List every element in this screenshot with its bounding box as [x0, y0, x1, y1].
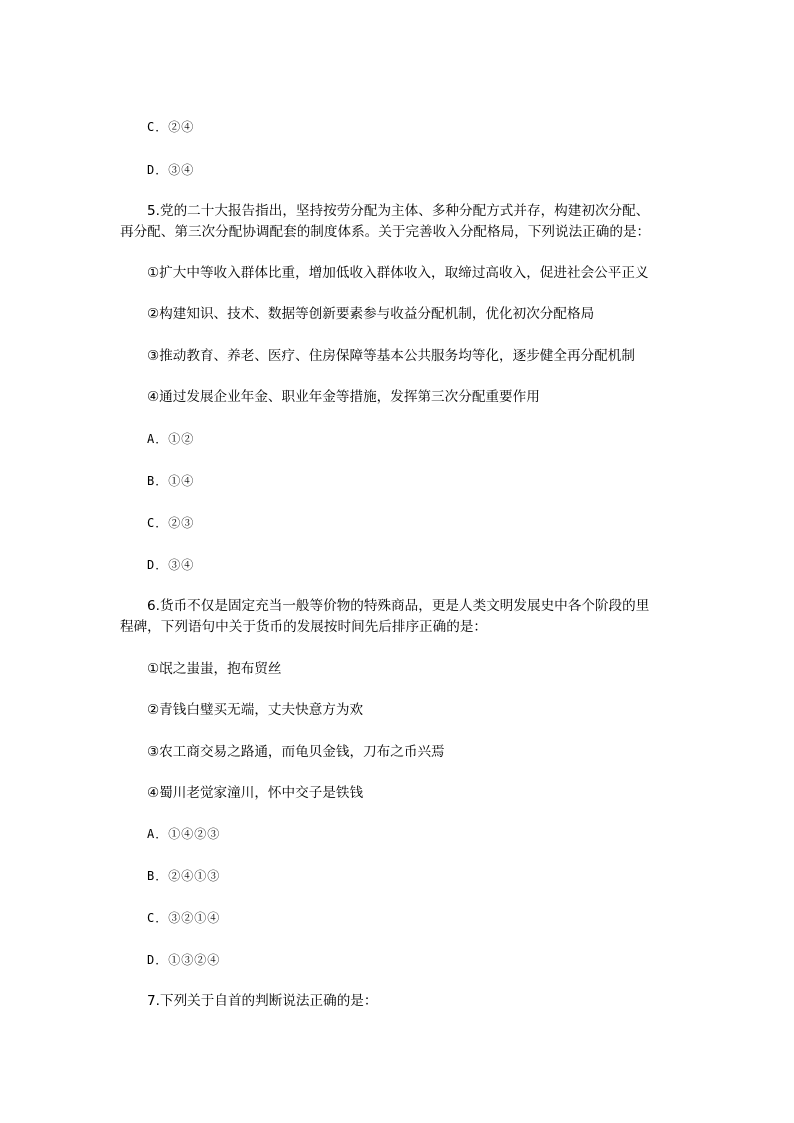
- prev-option-c: C．②④: [147, 120, 195, 134]
- q5-item-1: ①扩大中等收入群体比重，增加低收入群体收入，取缔过高收入，促进社会公平正义: [147, 265, 649, 281]
- q5-item-3: ③推动教育、养老、医疗、住房保障等基本公共服务均等化，逐步健全再分配机制: [147, 348, 635, 364]
- q5-stem-line1: 5.党的二十大报告指出，坚持按劳分配为主体、多种分配方式并存，构建初次分配、: [147, 203, 650, 219]
- q5-option-c: C．②③: [147, 516, 195, 530]
- q6-stem-line1: 6.货币不仅是固定充当一般等价物的特殊商品，更是人类文明发展史中各个阶段的里: [147, 598, 650, 614]
- q6-option-d: D．①③②④: [147, 953, 221, 967]
- q6-option-b: B．②④①③: [147, 869, 221, 883]
- q6-option-c: C．③②①④: [147, 911, 221, 925]
- q5-stem-line2: 再分配、第三次分配协调配套的制度体系。关于完善收入分配格局，下列说法正确的是：: [120, 224, 651, 240]
- q5-option-a: A．①②: [147, 432, 195, 446]
- q7-stem: 7.下列关于自首的判断说法正确的是：: [147, 993, 378, 1009]
- q6-option-a: A．①④②③: [147, 827, 221, 841]
- q5-item-2: ②构建知识、技术、数据等创新要素参与收益分配机制，优化初次分配格局: [147, 306, 595, 322]
- q6-item-1: ①氓之蚩蚩，抱布贸丝: [147, 661, 282, 677]
- q6-stem-line2: 程碑，下列语句中关于货币的发展按时间先后排序正确的是：: [120, 619, 488, 635]
- q5-option-d: D．③④: [147, 558, 195, 572]
- q5-item-4: ④通过发展企业年金、职业年金等措施，发挥第三次分配重要作用: [147, 389, 540, 405]
- prev-option-d: D．③④: [147, 163, 195, 177]
- q6-item-4: ④蜀川老觉家潼川，怀中交子是铁钱: [147, 785, 364, 801]
- q5-option-b: B．①④: [147, 474, 195, 488]
- q6-item-2: ②青钱白璧买无端，丈夫快意方为欢: [147, 702, 364, 718]
- q6-item-3: ③农工商交易之路通，而龟贝金钱，刀布之币兴焉: [147, 744, 445, 760]
